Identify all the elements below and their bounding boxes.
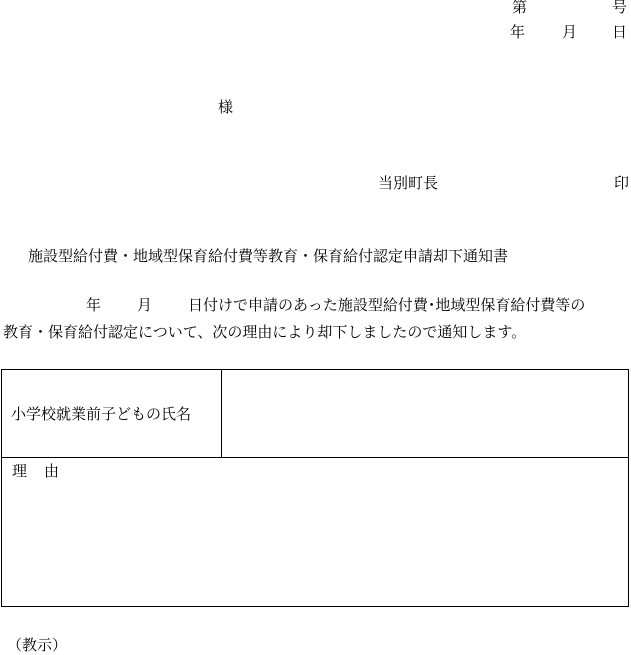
child-name-row (2, 370, 628, 458)
issue-date-day: 日 (612, 23, 628, 41)
body-text-line-1-rest: 日付けで申請のあった施設型給付費･地域型保育給付費等の (188, 296, 586, 314)
doc-number-suffix: 号 (612, 0, 628, 16)
reason-label-part-1: 理 (12, 462, 28, 480)
child-name-value-cell[interactable] (222, 370, 628, 457)
info-table (1, 369, 629, 607)
addressee-honorific: 様 (218, 98, 234, 116)
issue-date-year: 年 (510, 23, 526, 41)
instruction-notice-heading: （教示） (7, 636, 68, 654)
application-date-year: 年 (86, 296, 102, 314)
application-date-month: 月 (137, 296, 153, 314)
issuer-name: 当別町長 (378, 174, 439, 192)
seal-mark: 印 (614, 174, 630, 192)
document-title: 施設型給付費・地域型保育給付費等教育・保育給付認定申請却下通知書 (28, 247, 509, 265)
reason-row[interactable] (2, 458, 628, 606)
child-name-label-cell (2, 370, 222, 457)
issue-date-month: 月 (562, 23, 578, 41)
child-name-label: 小学校就業前子どもの氏名 (11, 405, 192, 423)
reason-label-part-2: 由 (44, 462, 60, 480)
doc-number-prefix: 第 (512, 0, 528, 16)
body-text-line-2: 教育・保育給付認定について、次の理由により却下しましたので通知します。 (3, 323, 527, 341)
